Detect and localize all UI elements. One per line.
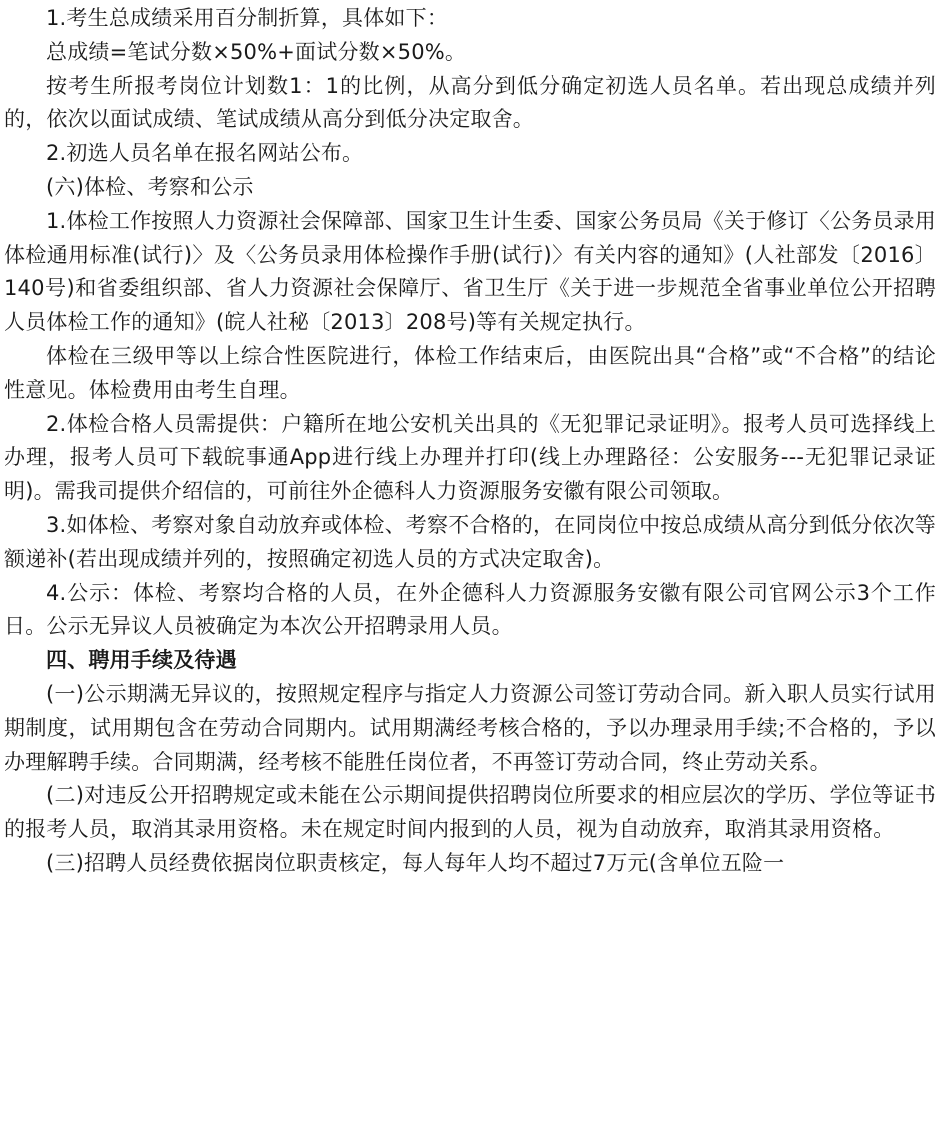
paragraph-score-formula-intro: 1.考生总成绩采用百分制折算，具体如下： (46, 6, 449, 30)
paragraph-disqualification: (二)对违反公开招聘规定或未能在公示期间提供招聘岗位所要求的相应层次的学历、学位等证书的报考人员，取消其录用资格。未在规定时间内报到的人员，视为自动放弃，取消其录用资格。 (4, 783, 936, 842)
paragraph-publicity: 4.公示：体检、考察均合格的人员，在外企德科人力资源服务安徽有限公司官网公示3个工作日。公示无异议人员被确定为本次公开招聘录用人员。 (4, 580, 936, 639)
paragraph-exam-hospital: 体检在三级甲等以上综合性医院进行，体检工作结束后，由医院出具“合格”或“不合格”的结论性意见。体检费用由考生自理。 (4, 343, 936, 402)
paragraph-exam-standards: 1.体检工作按照人力资源社会保障部、国家卫生计生委、国家公务员局《关于修订〈公务员录用体检通用标准(试行)〉及〈公务员录用体检操作手册(试行)〉有关内容的通知》(人社部发〔2016〕140号)和省委组织部、省人力资源社会保障厅、省卫生厅《关于进一步规范全省事业单位公开招聘人员体检工作的通知》(皖人社秘〔2013〕208号)等有关规定执行。 (4, 208, 936, 335)
section-heading-physical-exam: (六)体检、考察和公示 (46, 174, 254, 199)
paragraph-salary: (三)招聘人员经费依据岗位职责核定，每人每年人均不超过7万元(含单位五险一 (46, 850, 785, 875)
document-body (4, 2, 936, 882)
paragraph-shortlist-publish: 2.初选人员名单在报名网站公布。 (46, 141, 364, 166)
paragraph-labor-contract: (一)公示期满无异议的，按照规定程序与指定人力资源公司签订劳动合同。新入职人员实行试用期制度，试用期包含在劳动合同期内。试用期满经考核合格的，予以办理录用手续;不合格的，予以办理解聘手续。合同期满，经考核不能胜任岗位者，不再签订劳动合同，终止劳动关系。 (4, 681, 936, 774)
section-heading-employment: 四、聘用手续及待遇 (46, 648, 237, 673)
paragraph-shortlist-ratio: 按考生所报考岗位计划数1：1的比例，从高分到低分确定初选人员名单。若出现总成绩并列的，依次以面试成绩、笔试成绩从高分到低分决定取舍。 (4, 73, 936, 132)
paragraph-replacement: 3.如体检、考察对象自动放弃或体检、考察不合格的，在同岗位中按总成绩从高分到低分依次等额递补(若出现成绩并列的，按照确定初选人员的方式决定取舍)。 (4, 512, 936, 571)
paragraph-score-formula: 总成绩=笔试分数×50%+面试分数×50%。 (46, 39, 467, 64)
paragraph-criminal-record: 2.体检合格人员需提供：户籍所在地公安机关出具的《无犯罪记录证明》。报考人员可选择线上办理，报考人员可下载皖事通App进行线上办理并打印(线上办理路径：公安服务---无犯罪记录证明)。需我司提供介绍信的，可前往外企德科人力资源服务安徽有限公司领取。 (4, 411, 936, 504)
